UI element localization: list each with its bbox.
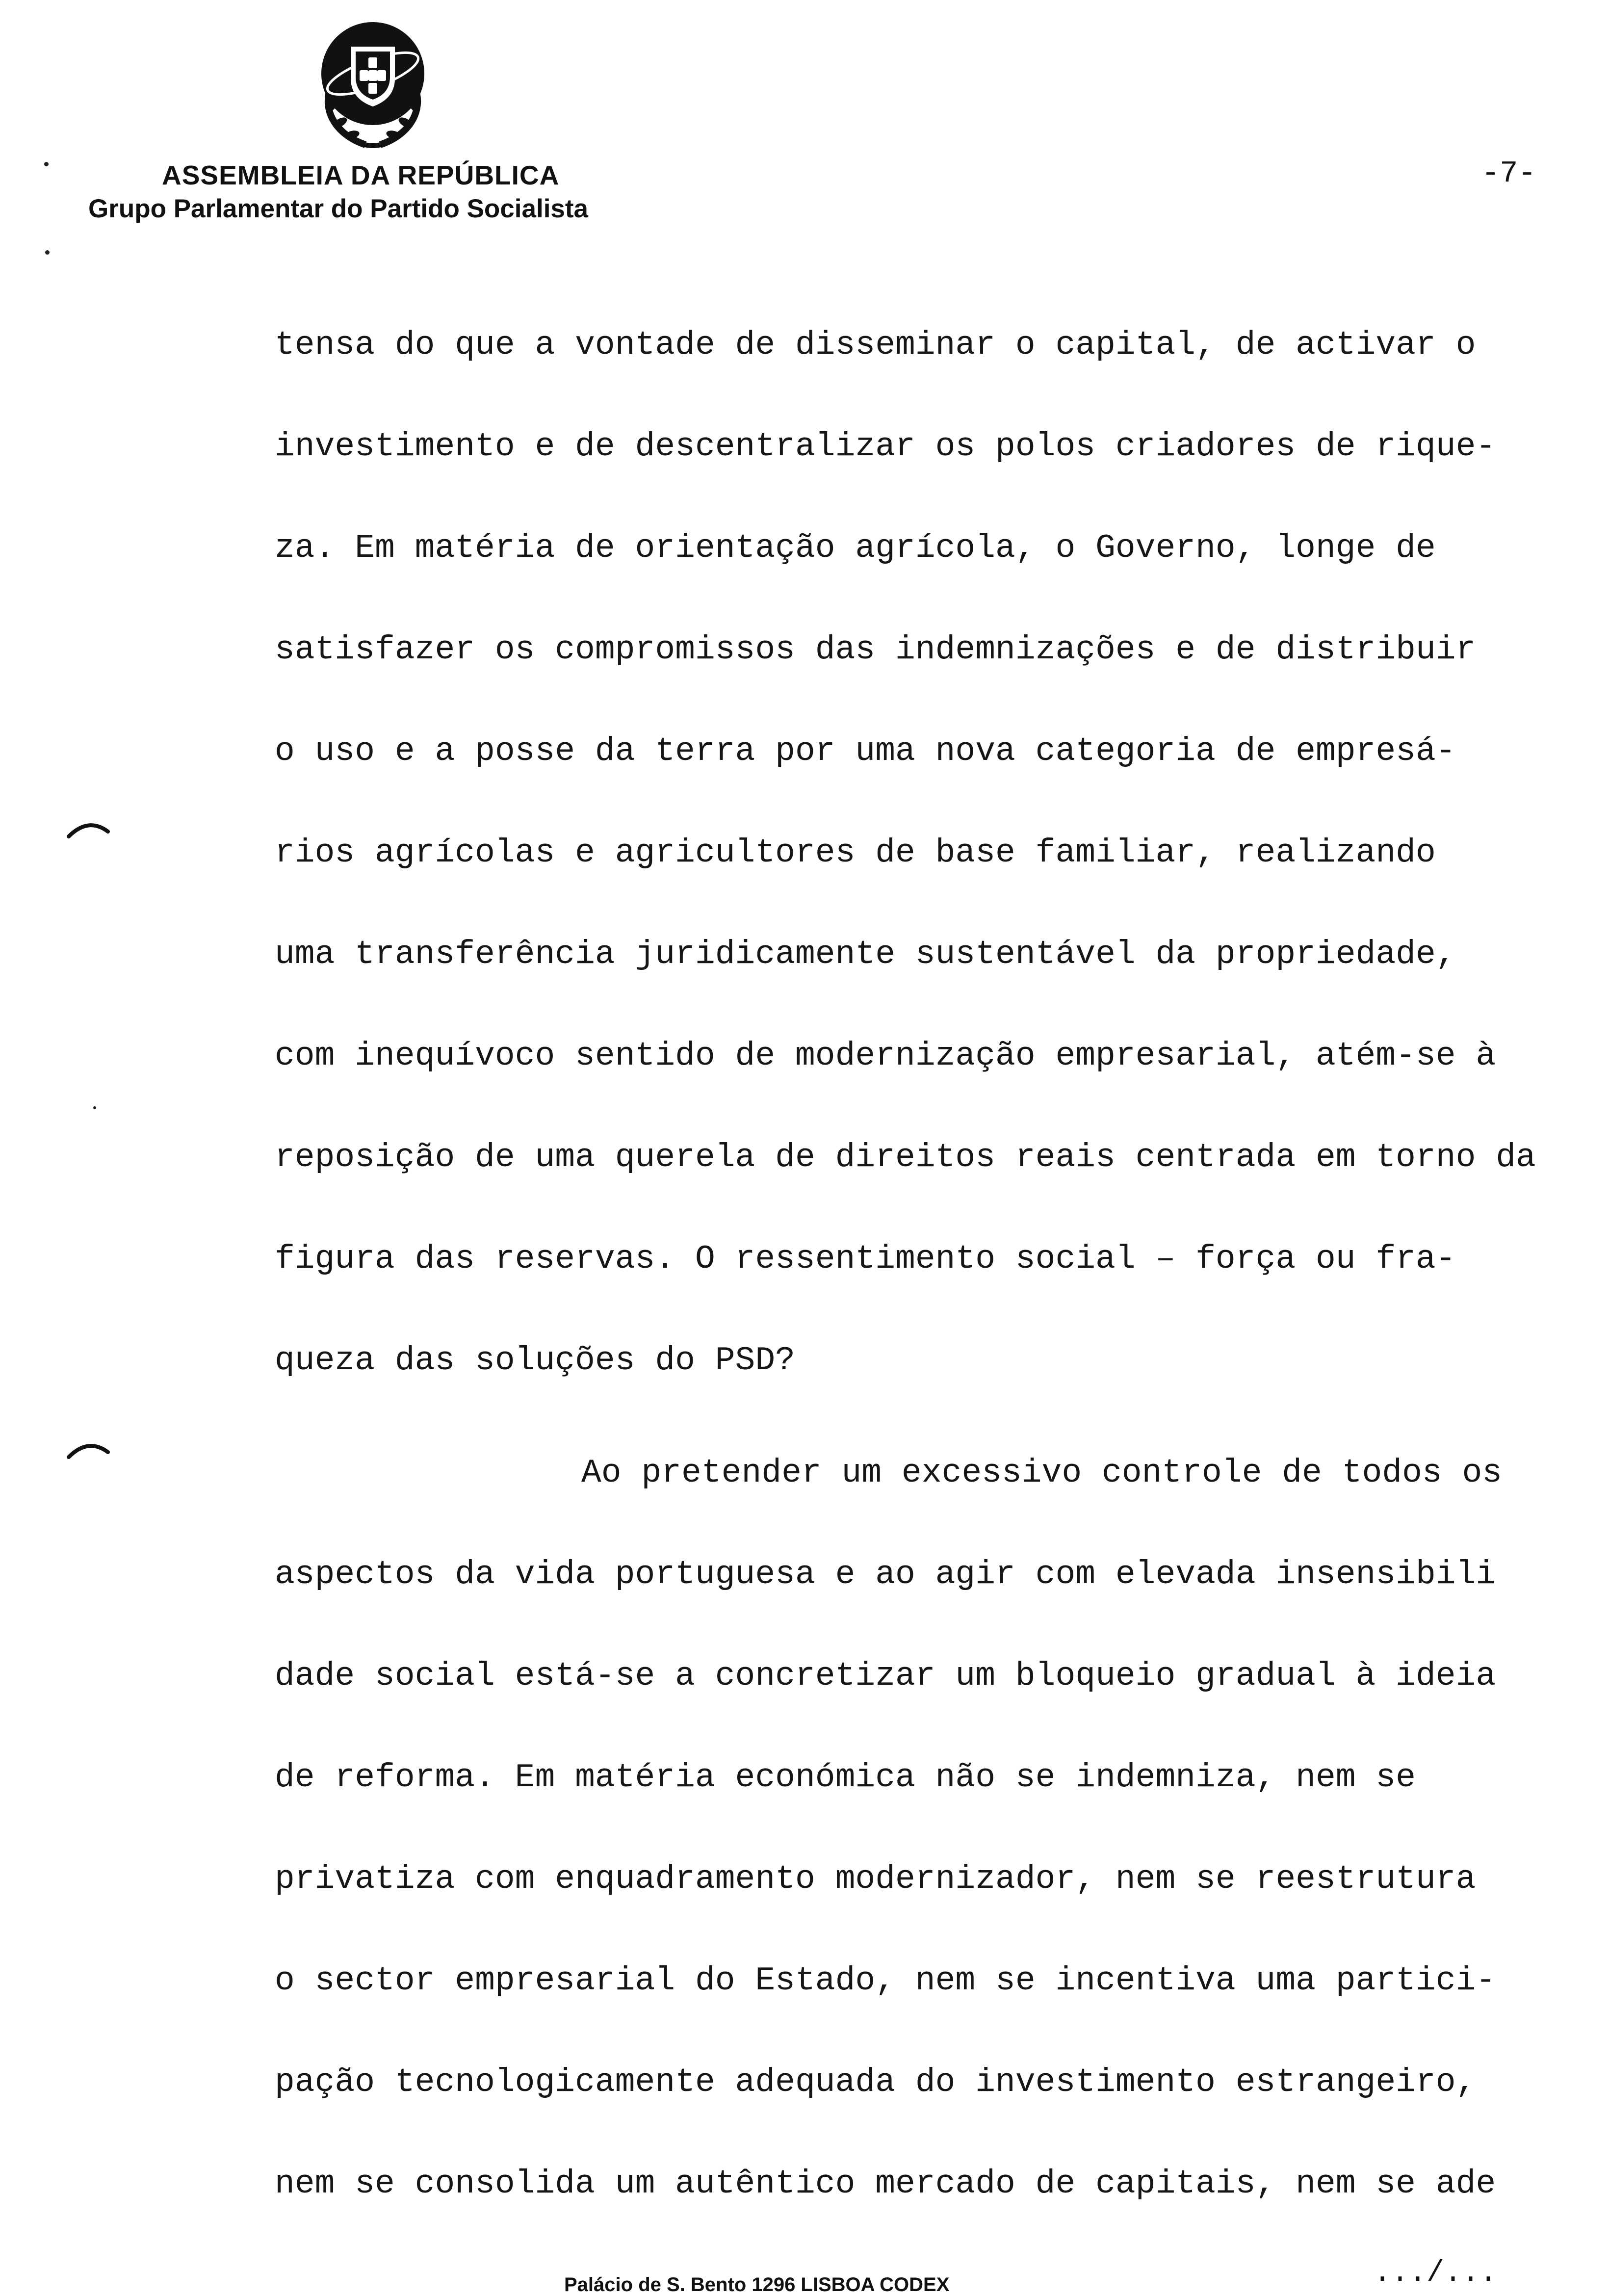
text-line: aspectos da vida portuguesa e ao agir com elevada insensibili: [275, 1556, 1496, 1593]
body-text: [275, 294, 1536, 2235]
text-line: o uso e a posse da terra por uma nova categoria de empresá-: [275, 732, 1456, 770]
margin-dot: [44, 162, 49, 166]
text-line: dade social está-se a concretizar um bloqueio gradual à ideia: [275, 1657, 1496, 1695]
parliament-emblem-icon: [302, 12, 444, 155]
text-line: rios agrícolas e agricultores de base familiar, realizando: [275, 834, 1436, 872]
footer-address: Palácio de S. Bento 1296 LISBOA CODEX: [564, 2274, 950, 2296]
text-line: satisfazer os compromissos das indemnizações e de distribuir: [275, 631, 1476, 669]
text-line: za. Em matéria de orientação agrícola, o Governo, longe de: [275, 529, 1436, 567]
page-number: -7-: [1481, 156, 1536, 191]
text-line: nem se consolida um autêntico mercado de capitais, nem se ade: [275, 2165, 1496, 2203]
text-line: uma transferência juridicamente sustentável da propriedade,: [275, 936, 1456, 973]
text-line: investimento e de descentralizar os polos criadores de rique-: [275, 428, 1496, 466]
paragraph-start-line: Ao pretender um excessivo controle de todos os: [581, 1454, 1503, 1492]
text-line: privatiza com enquadramento modernizador, nem se reestrutura: [275, 1860, 1476, 1898]
margin-dot: [45, 250, 50, 255]
text-line: com inequívoco sentido de modernização empresarial, atém-se à: [275, 1037, 1496, 1075]
punch-hole-mark-icon: [66, 1440, 110, 1460]
continuation-marker: .../...: [1374, 2257, 1498, 2290]
text-line: pação tecnologicamente adequada do investimento estrangeiro,: [275, 2063, 1476, 2101]
text-line: tensa do que a vontade de disseminar o capital, de activar o: [275, 326, 1476, 364]
text-line: figura das reservas. O ressentimento social – força ou fra-: [275, 1240, 1456, 1278]
text-line: queza das soluções do PSD?: [275, 1342, 795, 1380]
institution-name: ASSEMBLEIA DA REPÚBLICA: [162, 160, 560, 190]
margin-dot: [93, 1106, 96, 1109]
text-line: de reforma. Em matéria económica não se indemniza, nem se: [275, 1759, 1416, 1797]
punch-hole-mark-icon: [66, 819, 110, 839]
parliamentary-group-name: Grupo Parlamentar do Partido Socialista: [88, 194, 589, 223]
text-line: o sector empresarial do Estado, nem se incentiva uma partici-: [275, 1962, 1496, 2000]
text-line: reposição de uma querela de direitos reais centrada em torno da: [275, 1139, 1536, 1176]
